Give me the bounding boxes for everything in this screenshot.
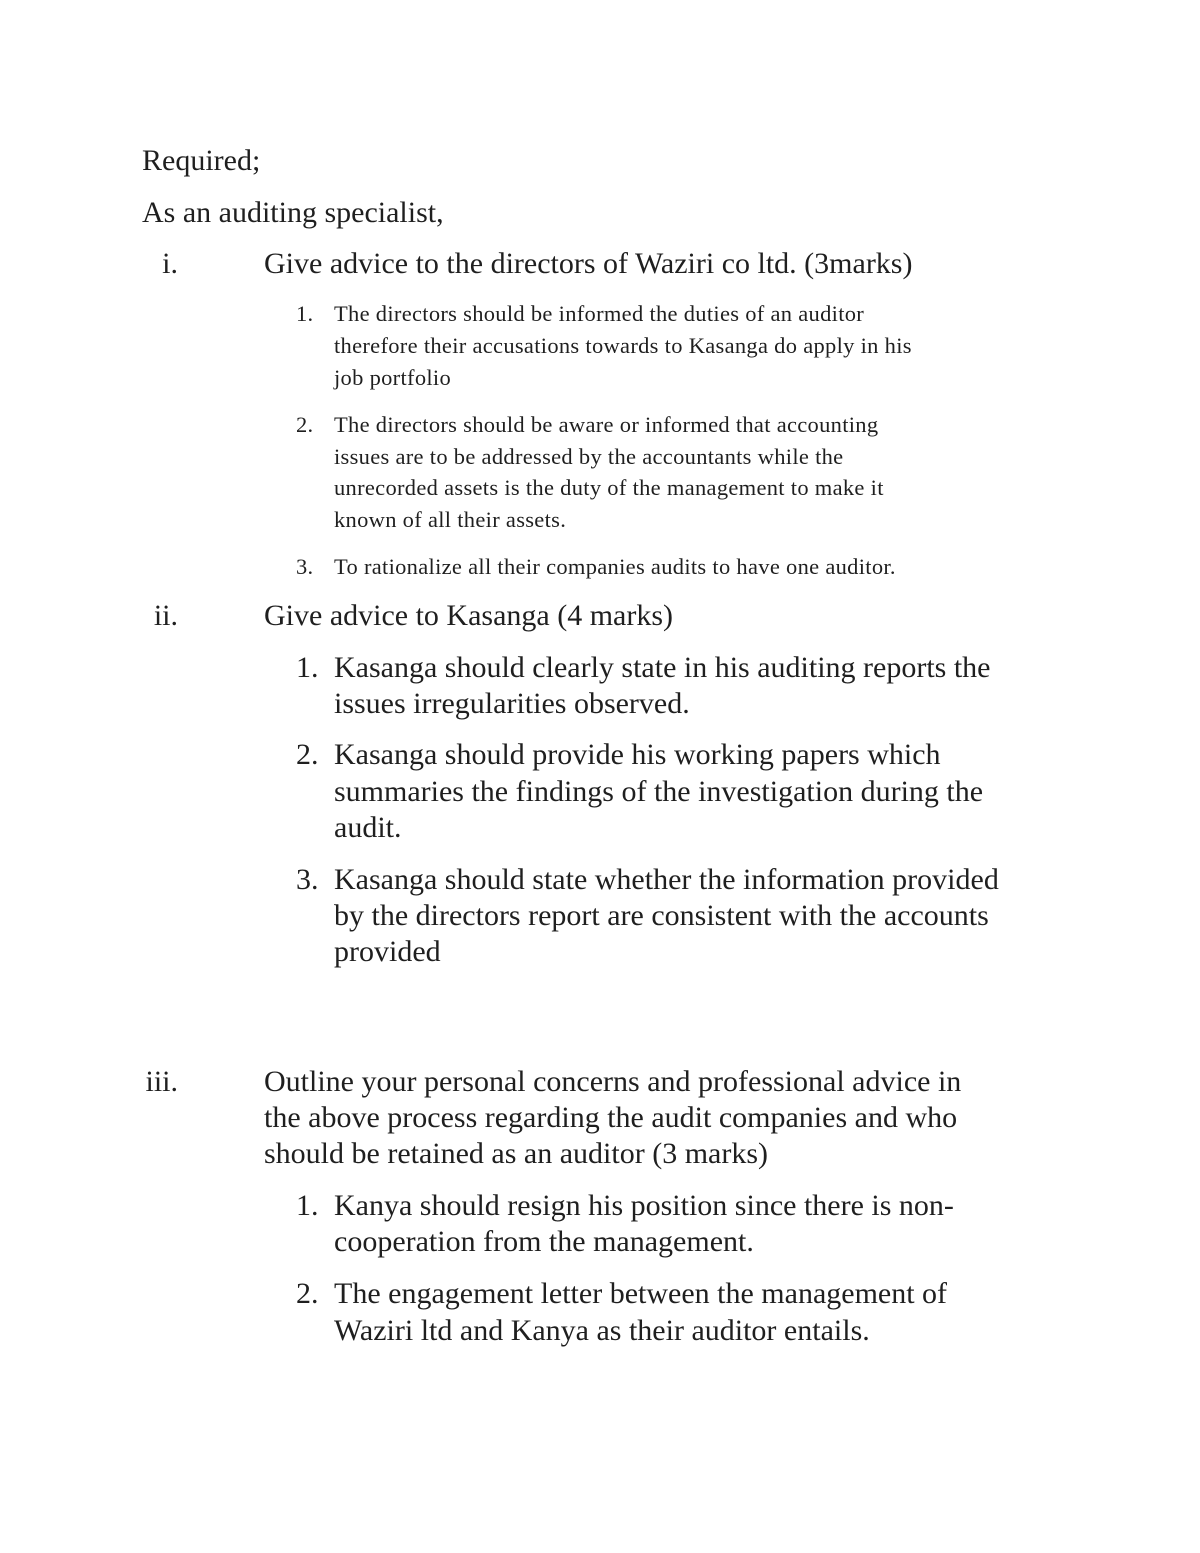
section-marker: i. bbox=[162, 247, 178, 280]
section-heading-line: Outline your personal concerns and professional advice in bbox=[264, 1065, 962, 1098]
list-number: 3. bbox=[296, 863, 319, 896]
list-item-line: The directors should be informed the duties of an auditor bbox=[334, 301, 865, 326]
list-item-line: audit. bbox=[334, 811, 402, 844]
list-item-line: known of all their assets. bbox=[334, 507, 567, 532]
list-item-line: therefore their accusations towards to Kasanga do apply in his bbox=[334, 333, 912, 358]
list-item-line: Kasanga should clearly state in his auditing reports the bbox=[334, 651, 991, 684]
section-marker: ii. bbox=[153, 599, 178, 632]
list-item-line: Kasanga should state whether the information provided bbox=[334, 863, 999, 896]
list-number: 1. bbox=[296, 651, 319, 684]
list-item-line: summaries the findings of the investigation during the bbox=[334, 775, 984, 808]
list-item-line: cooperation from the management. bbox=[334, 1225, 754, 1258]
section-heading bbox=[264, 1064, 1064, 1174]
section-heading: Give advice to the directors of Waziri co ltd. (3marks) bbox=[264, 247, 913, 280]
list-number: 1. bbox=[296, 301, 314, 326]
list-item-line: provided bbox=[334, 935, 441, 968]
list-number: 3. bbox=[296, 554, 314, 579]
role-statement: As an auditing specialist, bbox=[142, 196, 444, 229]
required-label: Required; bbox=[142, 144, 261, 177]
list-item-line: The directors should be aware or informed that accounting bbox=[334, 412, 879, 437]
list-number: 2. bbox=[296, 738, 319, 771]
list-number: 2. bbox=[296, 1277, 319, 1310]
list-item-line: job portfolio bbox=[334, 365, 452, 390]
section-heading-line: the above process regarding the audit companies and who bbox=[264, 1101, 958, 1134]
list-item-line: The engagement letter between the management of bbox=[334, 1277, 948, 1310]
list-item-line: Kasanga should provide his working papers which bbox=[334, 738, 941, 771]
list-item-line: Kanya should resign his position since there is non- bbox=[334, 1189, 954, 1222]
list-item-line: by the directors report are consistent with the accounts bbox=[334, 899, 989, 932]
list-item-line: issues irregularities observed. bbox=[334, 687, 690, 720]
list-number: 2. bbox=[296, 412, 314, 437]
section-marker: iii. bbox=[145, 1065, 178, 1098]
list-item-line: unrecorded assets is the duty of the management to make it bbox=[334, 475, 884, 500]
list-item-line: issues are to be addressed by the accountants while the bbox=[334, 444, 844, 469]
section-heading-line: should be retained as an auditor (3 marks) bbox=[264, 1137, 769, 1170]
section-heading: Give advice to Kasanga (4 marks) bbox=[264, 599, 674, 632]
list-item-line: To rationalize all their companies audits to have one auditor. bbox=[334, 554, 896, 579]
list-item-line: Waziri ltd and Kanya as their auditor entails. bbox=[334, 1314, 870, 1347]
list-number: 1. bbox=[296, 1189, 319, 1222]
